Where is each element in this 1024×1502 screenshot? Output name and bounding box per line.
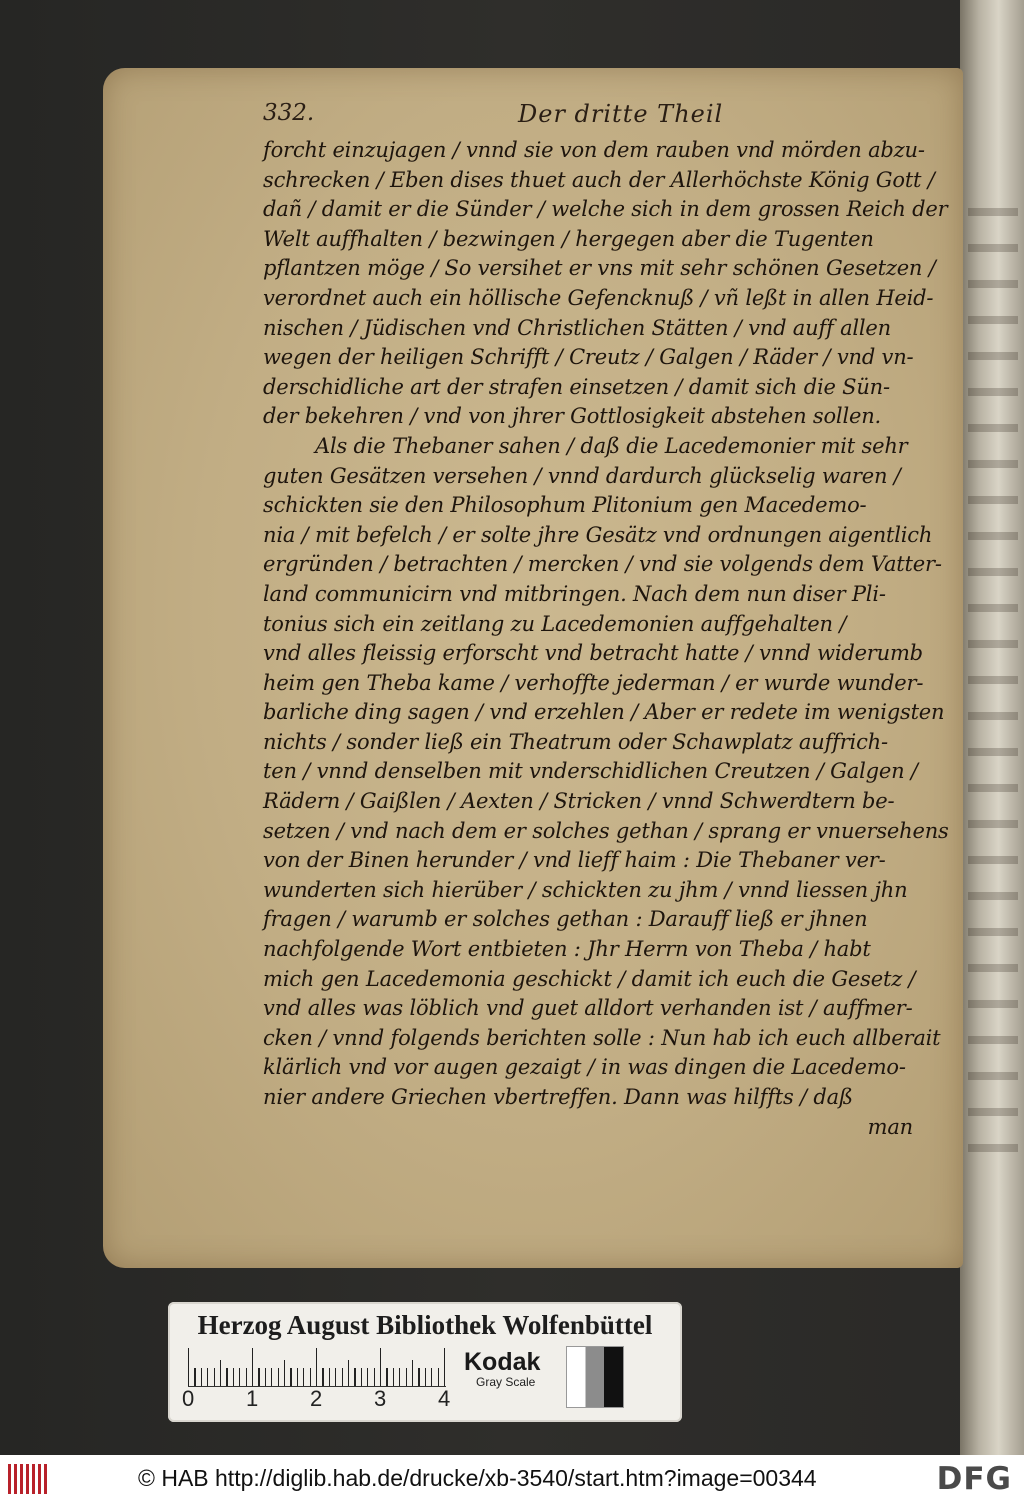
ruler-tick [265,1368,266,1386]
ruler-tick [297,1368,298,1386]
library-name: Herzog August Bibliothek Wolfenbüttel [197,1310,653,1340]
ruler-tick [322,1368,323,1386]
ruler-tick [393,1368,394,1386]
ruler-tick [329,1368,330,1386]
adjacent-page-text [968,180,1018,1180]
ruler-tick [207,1368,208,1386]
ruler-tick [431,1368,432,1386]
ruler-tick [258,1368,259,1386]
ruler-tick [290,1368,291,1386]
ruler-tick [438,1368,439,1386]
ruler-tick [361,1368,362,1386]
text-line: man [867,1114,913,1139]
text-line: wegen der heiligen Schrifft / Creutz / Galgen / Räder / vnd vn- [263,345,914,370]
ruler-tick [425,1368,426,1386]
ruler-tick [246,1368,247,1386]
ruler-tick [335,1368,336,1386]
text-line: ten / vnnd denselben mit vnderschidlichen Creutzen / Galgen / [263,759,918,784]
text-line: nier andere Griechen vbertreffen. Dann was hilffts / daß [263,1085,853,1109]
text-line: vnd alles was löblich vnd guet alldort verhanden ist / auffmer- [263,996,913,1021]
text-line: Rädern / Gaißlen / Aexten / Stricken / vnnd Schwerdtern be- [263,789,895,814]
ruler-number: 0 [182,1386,195,1411]
text-line: barliche ding sagen / vnd erzehlen / Aber er redete im wenigsten [263,700,945,725]
ruler-tick [348,1360,349,1386]
ruler-tick [399,1368,400,1386]
ruler-tick [214,1368,215,1386]
text-line: ergründen / betrachten / mercken / vnd sie volgends dem Vatter- [263,552,942,577]
text-line: land communicirn vnd mitbringen. Nach dem nun diser Pli- [263,581,886,606]
ruler-tick [354,1368,355,1386]
ruler-tick [367,1368,368,1386]
ruler-tick [316,1348,317,1386]
ruler-tick [252,1348,253,1386]
ruler-number: 2 [310,1386,323,1411]
page-number: 332. [263,100,315,126]
text-line: tonius sich ein zeitlang zu Lacedemonien auffgehalten / [263,611,847,636]
ruler-tick [412,1360,413,1386]
text-line: nia / mit befelch / er solte jhre Gesätz vnd ordnungen aigentlich [263,522,933,547]
copyright-link[interactable]: © HAB http://diglib.hab.de/drucke/xb-3540/start.htm?image=00344 [138,1465,817,1491]
gray-scale-patch [566,1346,624,1408]
ruler-tick [278,1368,279,1386]
hab-logo-icon [8,1464,50,1494]
ruler-tick [303,1368,304,1386]
ruler-tick [188,1348,189,1386]
text-line: von der Binen herunder / vnd lieff haim : Die Thebaner ver- [263,848,886,873]
ruler-tick [284,1360,285,1386]
ruler-tick [201,1368,202,1386]
ruler-tick [194,1368,195,1386]
text-line: guten Gesätzen versehen / vnnd dardurch glückselig waren / [263,463,901,488]
ruler-tick [406,1368,407,1386]
ruler-tick [239,1368,240,1386]
ruler-tick [418,1368,419,1386]
text-line: pflantzen möge / So versihet er vns mit sehr schönen Gesetzen / [263,256,936,281]
ruler-tick [233,1368,234,1386]
dfg-logo: DFG [936,1461,1012,1497]
kodak-brand: Kodak [464,1348,541,1376]
text-line: derschidliche art der strafen einsetzen / damit sich die Sün- [263,374,890,399]
footer-bar [0,1455,1024,1502]
ruler-numbers [182,1386,458,1416]
text-line: schrecken / Eben dises thuet auch der Allerhöchste König Gott / [263,167,935,192]
ruler-tick [310,1368,311,1386]
page-text [263,136,949,1142]
ruler-tick [342,1368,343,1386]
text-line: der bekehren / vnd von jhrer Gottlosigkeit abstehen sollen. [263,404,881,429]
text-line: klärlich vnd vor augen gezaigt / in was dingen die Lacedemo- [263,1055,906,1080]
ruler-tick [226,1368,227,1386]
ruler-tick [444,1348,445,1386]
running-head: Der dritte Theil [518,100,724,128]
scale-ruler [188,1346,446,1387]
text-line: nischen / Jüdischen vnd Christlichen Stätten / vnd auff allen [263,315,891,340]
text-line: vnd alles fleissig erforscht vnd betracht hatte / vnnd widerumb [263,641,923,666]
ruler-tick [380,1348,381,1386]
ruler-number: 3 [374,1386,387,1411]
text-line: verordnet auch ein höllische Gefencknuß / vñ leßt in allen Heid- [263,285,934,310]
library-label [168,1302,682,1422]
text-line: forcht einzujagen / vnnd sie von dem rauben vnd mörden abzu- [263,138,925,162]
text-line: cken / vnnd folgends berichten solle : Nun hab ich euch allberait [263,1025,941,1050]
ruler-tick [220,1360,221,1386]
kodak-mark [464,1348,540,1389]
ruler-tick [374,1368,375,1386]
text-line: Welt auffhalten / bezwingen / hergegen aber die Tugenten [263,226,874,251]
text-line: heim gen Theba kame / verhoffte jederman / er wurde wunder- [263,670,924,695]
text-line: fragen / warumb er solches gethan : Darauff ließ er jhnen [263,907,868,932]
text-line: schickten sie den Philosophum Plitonium gen Macedemo- [263,493,867,518]
page-header [263,100,913,140]
text-line: nichts / sonder ließ ein Theatrum oder Schawplatz auffrich- [263,729,888,754]
adjacent-page-edge [960,0,1024,1455]
text-line: mich gen Lacedemonia geschickt / damit ich euch die Gesetz / [263,966,916,991]
text-line: wunderten sich hierüber / schickten zu jhm / vnnd liessen jhn [263,877,908,902]
ruler-number: 4 [438,1386,451,1411]
text-line: nachfolgende Wort entbieten : Jhr Herrn von Theba / habt [263,937,871,962]
text-line: dañ / damit er die Sünder / welche sich in dem grossen Reich der [263,197,948,222]
ruler-number: 1 [246,1386,259,1411]
book-page [103,68,963,1268]
kodak-subtitle: Gray Scale [476,1375,536,1389]
ruler-tick [271,1368,272,1386]
ruler-tick [386,1368,387,1386]
text-line: Als die Thebaner sahen / daß die Lacedemonier mit sehr [315,433,908,458]
text-line: setzen / vnd nach dem er solches gethan / sprang er vnuersehens [263,818,949,843]
